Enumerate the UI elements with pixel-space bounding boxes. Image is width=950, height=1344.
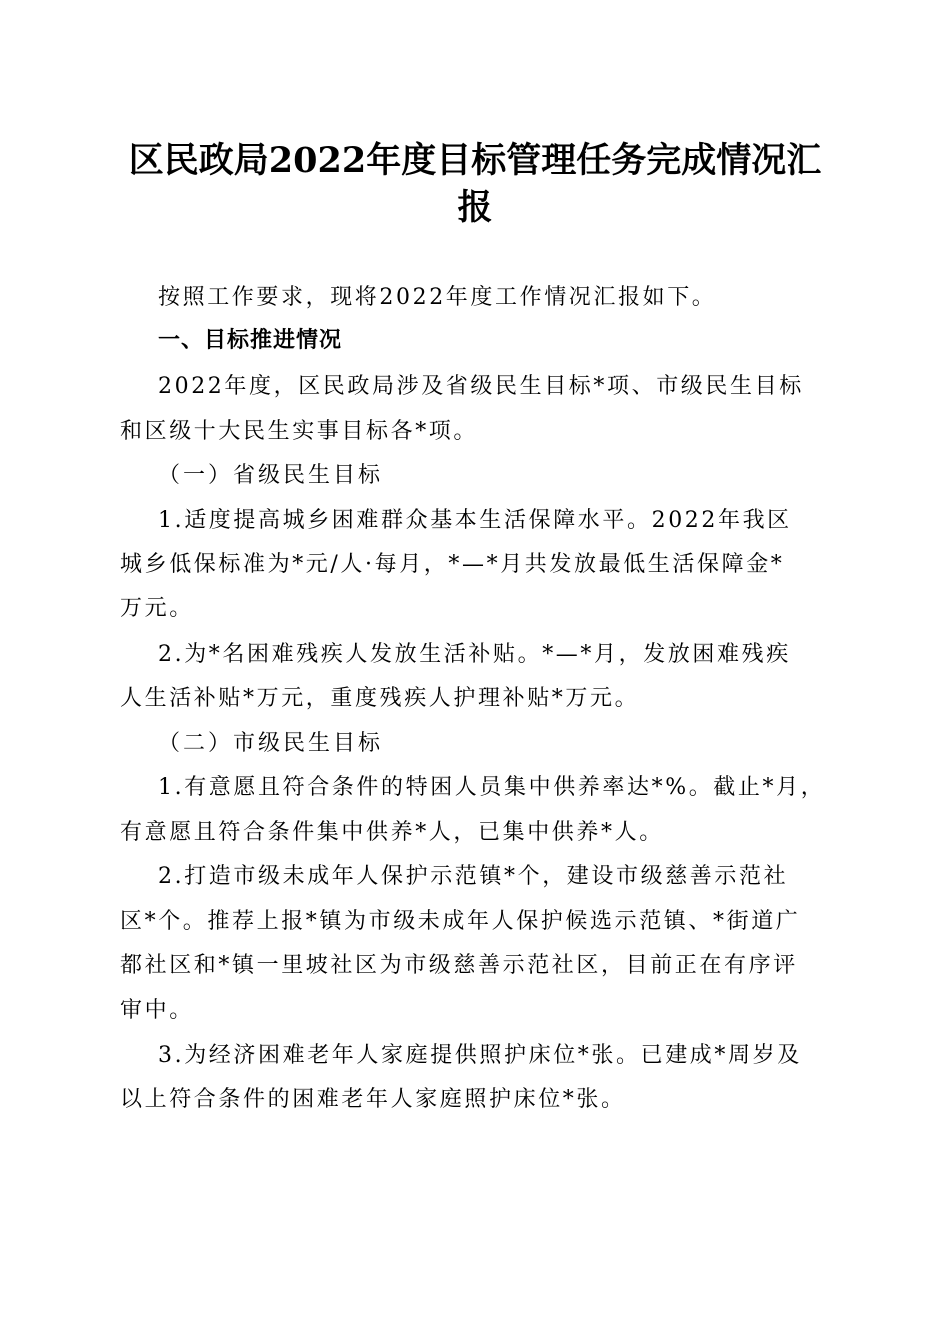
intro-paragraph: 按照工作要求，现将2022年度工作情况汇报如下。	[158, 285, 717, 310]
paragraph-line: 2.为*名困难残疾人发放生活补贴。*—*月，发放困难残疾	[158, 642, 791, 667]
paragraph-line: 都社区和*镇一里坡社区为市级慈善示范社区，目前正在有序评	[120, 953, 798, 978]
paragraph-line: 城乡低保标准为*元/人·每月，*—*月共发放最低生活保障金*	[120, 552, 785, 577]
paragraph-line: 万元。	[120, 596, 194, 621]
title-line-1: 区民政局2022年度目标管理任务完成情况汇	[128, 140, 822, 181]
paragraph-line: 2.打造市级未成年人保护示范镇*个，建设市级慈善示范社	[158, 864, 789, 889]
title-line-2: 报	[457, 187, 493, 228]
paragraph-line: 和区级十大民生实事目标各*项。	[120, 419, 479, 444]
paragraph-line: 审中。	[120, 998, 194, 1023]
paragraph-line: 有意愿且符合条件集中供养*人，已集中供养*人。	[120, 820, 664, 845]
paragraph-line: 以上符合条件的困难老年人家庭照护床位*张。	[120, 1087, 626, 1112]
paragraph-line: 3.为经济困难老年人家庭提供照护床位*张。已建成*周岁及	[158, 1043, 802, 1068]
paragraph-line: 人生活补贴*万元，重度残疾人护理补贴*万元。	[120, 686, 640, 711]
section-heading-1: 一、目标推进情况	[158, 328, 343, 353]
paragraph-line: 区*个。推荐上报*镇为市级未成年人保护候选示范镇、*街道广	[120, 909, 801, 934]
subsection-heading-2: （二）市级民生目标	[158, 731, 384, 756]
paragraph-line: 1.有意愿且符合条件的特困人员集中供养率达*%。截止*月，	[158, 775, 826, 800]
subsection-heading-1: （一）省级民生目标	[158, 463, 384, 488]
paragraph-line: 2022年度，区民政局涉及省级民生目标*项、市级民生目标	[158, 374, 804, 399]
document-title	[118, 137, 832, 231]
paragraph-line: 1.适度提高城乡困难群众基本生活保障水平。2022年我区	[158, 508, 792, 533]
